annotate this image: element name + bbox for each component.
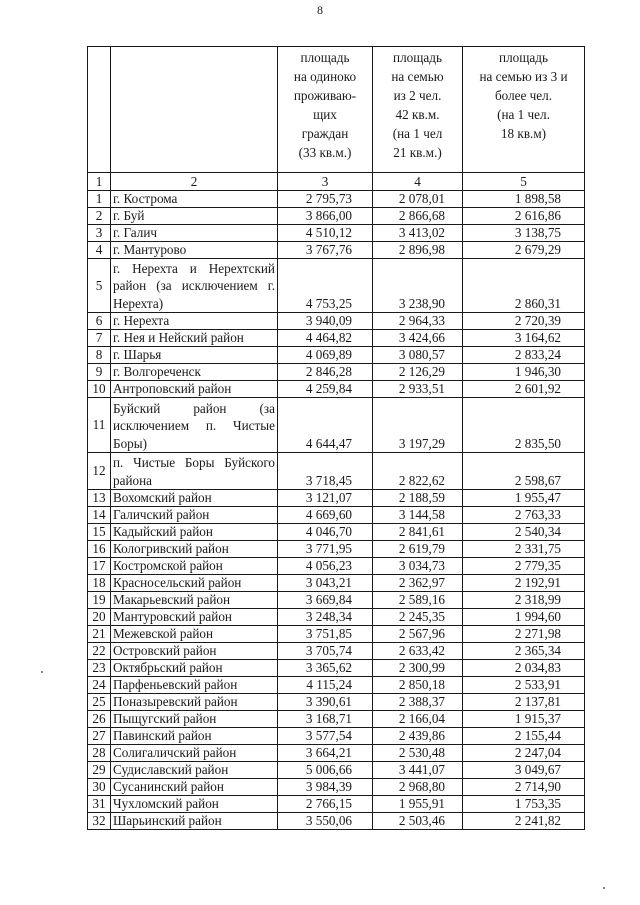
area-two-persons: 3 238,90 — [373, 259, 463, 313]
area-two-persons: 2 530,48 — [373, 745, 463, 762]
area-three-plus: 2 247,04 — [463, 745, 585, 762]
header-cell-two-persons: площадь на семью из 2 чел. 42 кв.м. (на 1 чел 21 кв.м.) — [373, 47, 463, 173]
municipality-name: Павинский район — [111, 728, 278, 745]
municipality-name: г. Кострома — [111, 191, 278, 208]
table-row — [88, 660, 585, 677]
area-three-plus: 2 598,67 — [463, 453, 585, 490]
area-single: 4 046,70 — [278, 524, 373, 541]
area-three-plus: 2 835,50 — [463, 398, 585, 453]
table-row — [88, 694, 585, 711]
table-row — [88, 524, 585, 541]
area-two-persons: 2 933,51 — [373, 381, 463, 398]
row-number: 14 — [88, 507, 111, 524]
area-two-persons: 2 968,80 — [373, 779, 463, 796]
municipality-name: Кадыйский район — [111, 524, 278, 541]
area-single: 5 006,66 — [278, 762, 373, 779]
table-row — [88, 259, 585, 313]
municipality-name: Вохомский район — [111, 490, 278, 507]
area-single: 3 168,71 — [278, 711, 373, 728]
row-number: 28 — [88, 745, 111, 762]
table-row — [88, 191, 585, 208]
row-number: 16 — [88, 541, 111, 558]
row-number: 22 — [88, 643, 111, 660]
row-number: 19 — [88, 592, 111, 609]
row-number: 7 — [88, 330, 111, 347]
municipality-name: Сусанинский район — [111, 779, 278, 796]
table-row — [88, 575, 585, 592]
area-single: 3 577,54 — [278, 728, 373, 745]
municipality-name: г. Волгореченск — [111, 364, 278, 381]
municipality-name: г. Нерехта — [111, 313, 278, 330]
column-number: 3 — [278, 173, 373, 191]
area-two-persons: 2 503,46 — [373, 813, 463, 830]
table-row — [88, 558, 585, 575]
area-three-plus: 1 955,47 — [463, 490, 585, 507]
row-number: 31 — [88, 796, 111, 813]
area-two-persons: 2 388,37 — [373, 694, 463, 711]
area-single: 2 846,28 — [278, 364, 373, 381]
table-row — [88, 490, 585, 507]
table-row — [88, 381, 585, 398]
column-number: 4 — [373, 173, 463, 191]
area-three-plus: 3 138,75 — [463, 225, 585, 242]
row-number: 3 — [88, 225, 111, 242]
table-row — [88, 507, 585, 524]
area-single: 4 056,23 — [278, 558, 373, 575]
area-two-persons: 2 822,62 — [373, 453, 463, 490]
area-single: 3 705,74 — [278, 643, 373, 660]
table-row — [88, 762, 585, 779]
municipality-name: г. Мантурово — [111, 242, 278, 259]
column-number-row — [88, 173, 585, 191]
table-row — [88, 208, 585, 225]
area-two-persons: 1 955,91 — [373, 796, 463, 813]
municipality-name: Шарьинский район — [111, 813, 278, 830]
table-row — [88, 711, 585, 728]
row-number: 5 — [88, 259, 111, 313]
area-two-persons: 2 896,98 — [373, 242, 463, 259]
municipality-name: г. Нея и Нейский район — [111, 330, 278, 347]
municipality-name: Галичский район — [111, 507, 278, 524]
area-two-persons: 3 441,07 — [373, 762, 463, 779]
area-two-persons: 2 589,16 — [373, 592, 463, 609]
area-three-plus: 2 155,44 — [463, 728, 585, 745]
area-single: 4 669,60 — [278, 507, 373, 524]
table-row — [88, 347, 585, 364]
area-three-plus: 2 860,31 — [463, 259, 585, 313]
area-single: 4 753,25 — [278, 259, 373, 313]
area-two-persons: 2 567,96 — [373, 626, 463, 643]
municipality-name: г. Галич — [111, 225, 278, 242]
area-single: 3 043,21 — [278, 575, 373, 592]
area-single: 4 069,89 — [278, 347, 373, 364]
municipality-name: Пыщугский район — [111, 711, 278, 728]
table-header-row — [88, 47, 585, 173]
row-number: 6 — [88, 313, 111, 330]
area-two-persons: 3 144,58 — [373, 507, 463, 524]
municipality-name: Кологривский район — [111, 541, 278, 558]
row-number: 21 — [88, 626, 111, 643]
row-number: 4 — [88, 242, 111, 259]
scan-dot — [603, 887, 605, 889]
area-single: 3 550,06 — [278, 813, 373, 830]
table-row — [88, 728, 585, 745]
table-row — [88, 626, 585, 643]
row-number: 24 — [88, 677, 111, 694]
municipality-name: Буйский район (за исключением п. Чистые Боры) — [111, 398, 278, 453]
municipality-name: Октябрьский район — [111, 660, 278, 677]
table-row — [88, 609, 585, 626]
header-cell-name — [111, 47, 278, 173]
table-row — [88, 313, 585, 330]
table-row — [88, 796, 585, 813]
area-single: 3 771,95 — [278, 541, 373, 558]
municipality-name: Островский район — [111, 643, 278, 660]
row-number: 29 — [88, 762, 111, 779]
municipality-name: Мантуровский район — [111, 609, 278, 626]
area-three-plus: 2 720,39 — [463, 313, 585, 330]
table-row — [88, 643, 585, 660]
area-three-plus: 2 833,24 — [463, 347, 585, 364]
column-number: 1 — [88, 173, 111, 191]
area-single: 4 259,84 — [278, 381, 373, 398]
area-three-plus: 1 915,37 — [463, 711, 585, 728]
area-two-persons: 2 619,79 — [373, 541, 463, 558]
area-two-persons: 2 439,86 — [373, 728, 463, 745]
area-two-persons: 2 078,01 — [373, 191, 463, 208]
area-single: 3 984,39 — [278, 779, 373, 796]
area-two-persons: 2 866,68 — [373, 208, 463, 225]
page-number: 8 — [317, 3, 323, 17]
table-row — [88, 541, 585, 558]
area-two-persons: 2 188,59 — [373, 490, 463, 507]
area-three-plus: 1 898,58 — [463, 191, 585, 208]
header-cell-number — [88, 47, 111, 173]
area-three-plus: 2 779,35 — [463, 558, 585, 575]
row-number: 12 — [88, 453, 111, 490]
area-two-persons: 3 424,66 — [373, 330, 463, 347]
area-two-persons: 2 850,18 — [373, 677, 463, 694]
municipality-name: Макарьевский район — [111, 592, 278, 609]
row-number: 30 — [88, 779, 111, 796]
header-cell-three-plus: площадь на семью из 3 и более чел. (на 1 чел. 18 кв.м) — [463, 47, 585, 173]
municipality-name: Поназыревский район — [111, 694, 278, 711]
area-single: 3 669,84 — [278, 592, 373, 609]
table-row — [88, 453, 585, 490]
area-three-plus: 2 533,91 — [463, 677, 585, 694]
area-three-plus: 2 241,82 — [463, 813, 585, 830]
area-three-plus: 2 601,92 — [463, 381, 585, 398]
area-single: 4 464,82 — [278, 330, 373, 347]
municipality-name: Парфеньевский район — [111, 677, 278, 694]
municipality-name: п. Чистые Боры Буйского района — [111, 453, 278, 490]
housing-area-table — [87, 46, 585, 830]
table-row — [88, 592, 585, 609]
municipality-name: Чухломский район — [111, 796, 278, 813]
table-row — [88, 225, 585, 242]
area-two-persons: 2 362,97 — [373, 575, 463, 592]
area-three-plus: 2 540,34 — [463, 524, 585, 541]
area-two-persons: 2 245,35 — [373, 609, 463, 626]
area-three-plus: 1 946,30 — [463, 364, 585, 381]
area-three-plus: 1 753,35 — [463, 796, 585, 813]
municipality-name: Межевской район — [111, 626, 278, 643]
row-number: 9 — [88, 364, 111, 381]
area-two-persons: 3 197,29 — [373, 398, 463, 453]
area-three-plus: 2 137,81 — [463, 694, 585, 711]
area-single: 4 115,24 — [278, 677, 373, 694]
municipality-name: Солигаличский район — [111, 745, 278, 762]
table-row — [88, 677, 585, 694]
area-two-persons: 2 166,04 — [373, 711, 463, 728]
area-three-plus: 2 365,34 — [463, 643, 585, 660]
area-single: 2 766,15 — [278, 796, 373, 813]
area-two-persons: 2 633,42 — [373, 643, 463, 660]
row-number: 27 — [88, 728, 111, 745]
row-number: 18 — [88, 575, 111, 592]
area-single: 3 390,61 — [278, 694, 373, 711]
row-number: 20 — [88, 609, 111, 626]
area-three-plus: 2 714,90 — [463, 779, 585, 796]
area-three-plus: 2 763,33 — [463, 507, 585, 524]
scan-dot — [41, 671, 43, 673]
area-single: 3 751,85 — [278, 626, 373, 643]
row-number: 17 — [88, 558, 111, 575]
area-two-persons: 2 300,99 — [373, 660, 463, 677]
row-number: 26 — [88, 711, 111, 728]
area-single: 2 795,73 — [278, 191, 373, 208]
row-number: 23 — [88, 660, 111, 677]
area-single: 4 510,12 — [278, 225, 373, 242]
row-number: 13 — [88, 490, 111, 507]
area-three-plus: 1 994,60 — [463, 609, 585, 626]
area-two-persons: 3 413,02 — [373, 225, 463, 242]
municipality-name: Костромской район — [111, 558, 278, 575]
column-number: 2 — [111, 173, 278, 191]
table-row — [88, 398, 585, 453]
table-row — [88, 364, 585, 381]
table-row — [88, 242, 585, 259]
area-single: 3 121,07 — [278, 490, 373, 507]
area-single: 3 664,21 — [278, 745, 373, 762]
area-single: 4 644,47 — [278, 398, 373, 453]
row-number: 1 — [88, 191, 111, 208]
area-three-plus: 2 679,29 — [463, 242, 585, 259]
area-two-persons: 3 080,57 — [373, 347, 463, 364]
municipality-name: Красносельский район — [111, 575, 278, 592]
row-number: 8 — [88, 347, 111, 364]
row-number: 10 — [88, 381, 111, 398]
row-number: 32 — [88, 813, 111, 830]
table-row — [88, 745, 585, 762]
municipality-name: г. Шарья — [111, 347, 278, 364]
header-cell-single: площадь на одиноко проживаю- щих граждан (33 кв.м.) — [278, 47, 373, 173]
area-three-plus: 3 049,67 — [463, 762, 585, 779]
area-two-persons: 3 034,73 — [373, 558, 463, 575]
row-number: 15 — [88, 524, 111, 541]
area-three-plus: 2 331,75 — [463, 541, 585, 558]
area-single: 3 767,76 — [278, 242, 373, 259]
area-three-plus: 2 318,99 — [463, 592, 585, 609]
area-single: 3 940,09 — [278, 313, 373, 330]
municipality-name: Антроповский район — [111, 381, 278, 398]
row-number: 25 — [88, 694, 111, 711]
area-single: 3 718,45 — [278, 453, 373, 490]
municipality-name: г. Буй — [111, 208, 278, 225]
area-single: 3 365,62 — [278, 660, 373, 677]
area-three-plus: 2 271,98 — [463, 626, 585, 643]
municipality-name: Судиславский район — [111, 762, 278, 779]
area-three-plus: 2 034,83 — [463, 660, 585, 677]
table-row — [88, 813, 585, 830]
area-three-plus: 3 164,62 — [463, 330, 585, 347]
area-two-persons: 2 126,29 — [373, 364, 463, 381]
column-number: 5 — [463, 173, 585, 191]
area-three-plus: 2 616,86 — [463, 208, 585, 225]
table-row — [88, 330, 585, 347]
row-number: 11 — [88, 398, 111, 453]
area-single: 3 866,00 — [278, 208, 373, 225]
area-two-persons: 2 964,33 — [373, 313, 463, 330]
area-three-plus: 2 192,91 — [463, 575, 585, 592]
municipality-name: г. Нерехта и Нерехтский район (за исключением г. Нерехта) — [111, 259, 278, 313]
table-row — [88, 779, 585, 796]
area-two-persons: 2 841,61 — [373, 524, 463, 541]
row-number: 2 — [88, 208, 111, 225]
area-single: 3 248,34 — [278, 609, 373, 626]
